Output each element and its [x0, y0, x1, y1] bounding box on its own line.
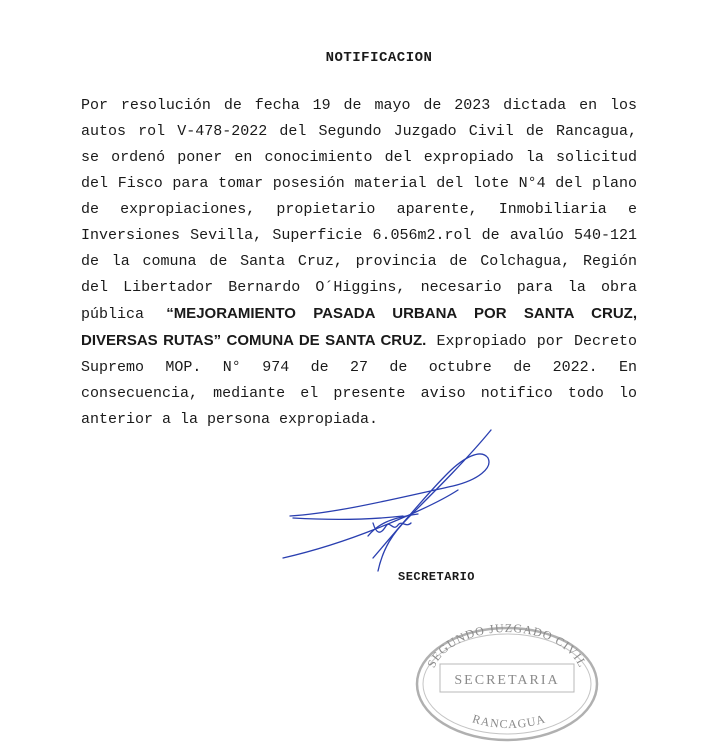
svg-text:RANCAGUA [471, 711, 548, 731]
court-stamp [410, 618, 600, 746]
body-text-part1: Por resolución de fecha 19 de mayo de 2023 dictada en los autos rol V-478-2022 del Segundo Juzgado Civil de Rancagua, se ordenó poner en conocimiento del expropiado la solicitud del Fisco para tomar posesión material del lote N°4 del plano de expropiaciones, propietario aparente, Inmobiliaria e Inversiones Sevilla, Superficie 6.056m2.rol de avalúo 540-121 de la comuna de Santa Cruz, provincia de Colchagua, Región del Libertador Bernardo O´Higgins, necesario para la obra pública [81, 97, 637, 323]
document-title: NOTIFICACION [325, 50, 433, 66]
notification-body [81, 93, 637, 433]
stamp-bottom-text: RANCAGUA [470, 711, 548, 732]
stamp-top-text: SEGUNDO JUZGADO CIVIL [424, 620, 590, 670]
svg-text:SEGUNDO JUZGADO CIVIL [424, 621, 590, 670]
stamp-center-text: SECRETARIA [454, 673, 560, 688]
project-name: “MEJORAMIENTO PASADA URBANA POR SANTA CRUZ, DIVERSAS RUTAS” COMUNA DE SANTA CRUZ. [81, 305, 638, 349]
body-text-part2: Expropiado por Decreto Supremo MOP. N° 974 de 27 de octubre de 2022. En consecuencia, mediante el presente aviso notifico todo lo anterior a la persona expropiada. [81, 333, 637, 428]
handwritten-signature [278, 428, 508, 578]
signer-role: SECRETARIO [398, 570, 476, 584]
